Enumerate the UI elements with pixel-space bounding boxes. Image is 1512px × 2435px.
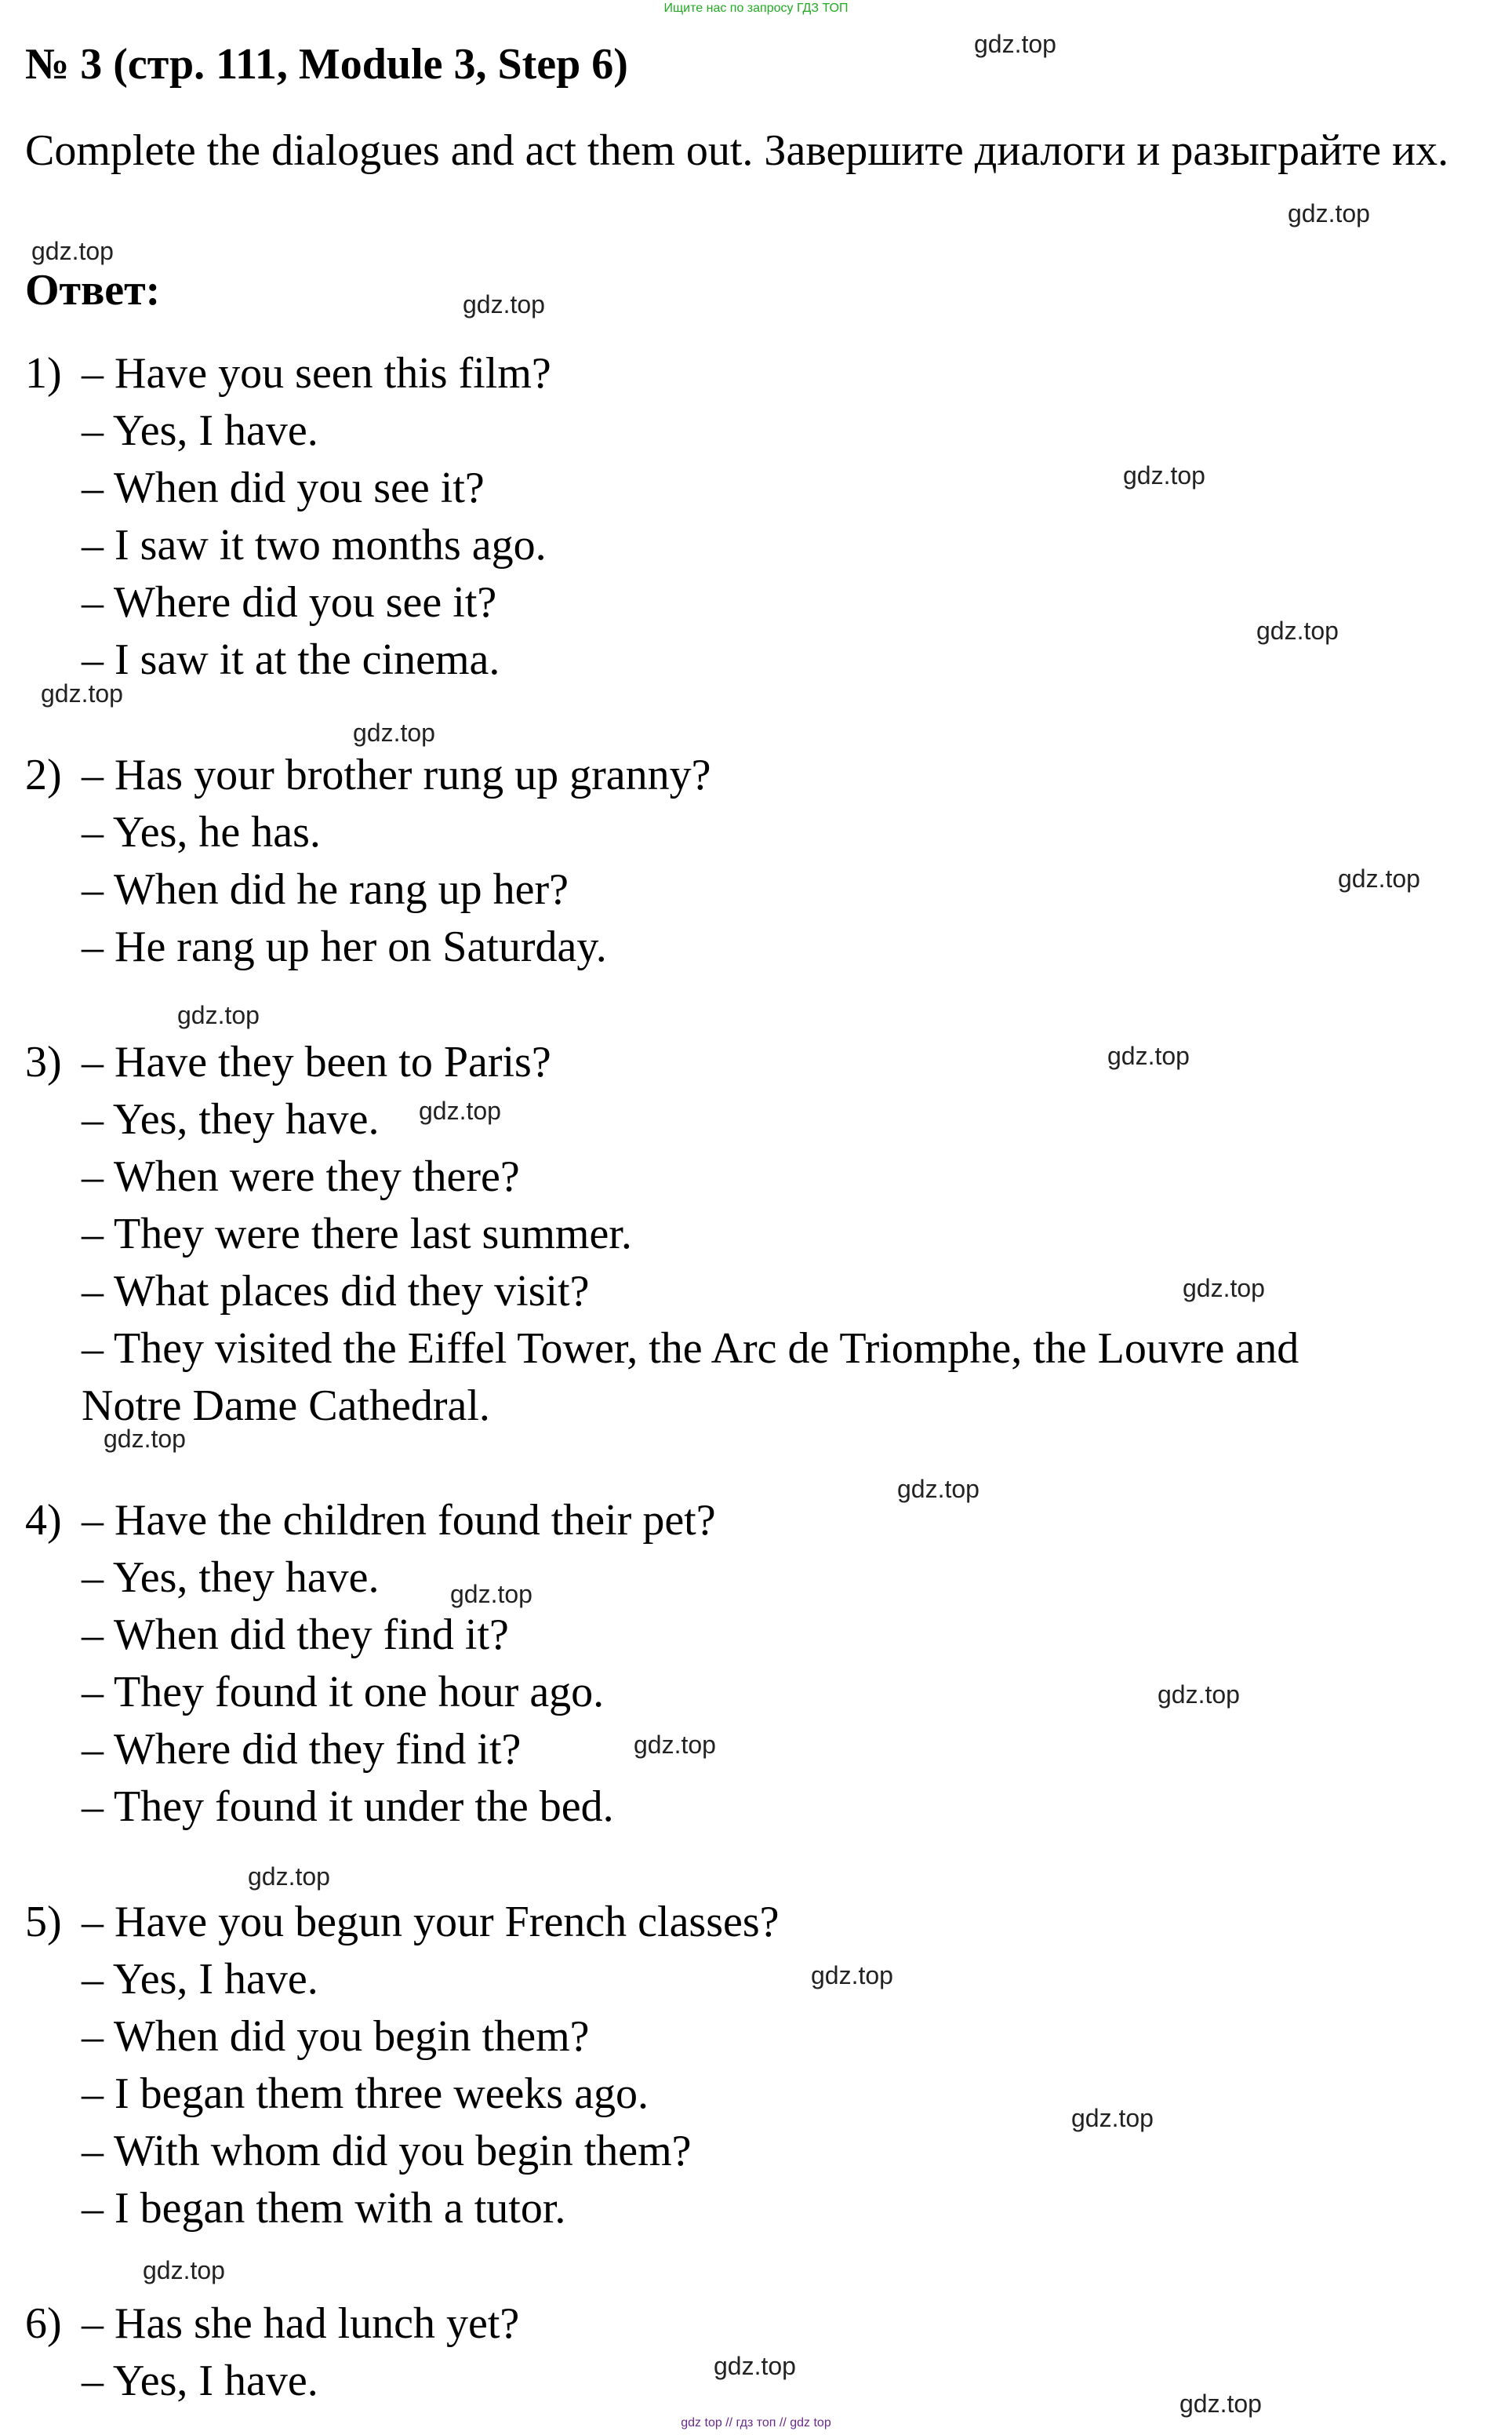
watermark: gdz.top	[634, 1731, 716, 1759]
dialogue-number: 1)	[25, 349, 62, 398]
watermark: gdz.top	[31, 237, 114, 265]
dialogue-line: – They visited the Eiffel Tower, the Arc de Triomphe, the Louvre and	[82, 1324, 1299, 1373]
watermark: gdz.top	[1288, 199, 1370, 227]
dialogue-line: – When were they there?	[82, 1152, 520, 1201]
dialogue-number: 6)	[25, 2299, 62, 2348]
dialogue-line: – Has she had lunch yet?	[82, 2299, 520, 2348]
dialogue-line: – When did you begin them?	[82, 2012, 590, 2061]
watermark: gdz.top	[353, 719, 435, 747]
watermark: gdz.top	[974, 30, 1056, 58]
watermark: gdz.top	[897, 1475, 980, 1503]
watermark: gdz.top	[143, 2256, 225, 2284]
dialogue-line: – Have you begun your French classes?	[82, 1898, 780, 1946]
dialogue-line: – I saw it two months ago.	[82, 521, 547, 570]
watermark: gdz.top	[419, 1097, 501, 1125]
dialogue-line: – They were there last summer.	[82, 1210, 632, 1258]
watermark: gdz.top	[1123, 461, 1205, 490]
dialogue-number: 5)	[25, 1898, 62, 1946]
answer-label: Ответ:	[25, 266, 161, 315]
dialogue-line: – When did they find it?	[82, 1611, 509, 1659]
task-instruction: Complete the dialogues and act them out. Завершите диалоги и разыграйте их.	[25, 126, 1449, 175]
dialogue-line: – What places did they visit?	[82, 1267, 590, 1316]
dialogue-line: – They found it under the bed.	[82, 1782, 614, 1831]
watermark: gdz.top	[1179, 2390, 1262, 2418]
dialogue-number: 3)	[25, 1038, 62, 1086]
watermark: gdz.top	[248, 1862, 330, 1891]
watermark: gdz.top	[1256, 617, 1339, 645]
dialogue-line: – When did you see it?	[82, 464, 485, 512]
dialogue-line: – I began them three weeks ago.	[82, 2069, 649, 2118]
dialogue-line: – Where did they find it?	[82, 1725, 522, 1774]
watermark: gdz.top	[104, 1425, 186, 1453]
dialogue-line: – With whom did you begin them?	[82, 2127, 692, 2175]
dialogue-line: – I began them with a tutor.	[82, 2184, 566, 2233]
dialogue-line: – Have you seen this film?	[82, 349, 551, 398]
dialogue-line: – Yes, I have.	[82, 1955, 318, 2004]
dialogue-line: – Yes, I have.	[82, 2357, 318, 2405]
watermark: gdz.top	[1107, 1042, 1190, 1070]
dialogue-line: – Where did you see it?	[82, 578, 497, 627]
dialogue-line: – Yes, I have.	[82, 406, 318, 455]
dialogue-number: 2)	[25, 751, 62, 799]
watermark: gdz.top	[450, 1580, 532, 1608]
watermark: gdz.top	[1071, 2104, 1154, 2132]
dialogue-number: 4)	[25, 1496, 62, 1545]
dialogue-line: – Yes, they have.	[82, 1553, 380, 1602]
watermark: gdz.top	[463, 290, 545, 318]
dialogue-line: – Has your brother rung up granny?	[82, 751, 711, 799]
top-banner: Ищите нас по запросу ГДЗ ТОП	[663, 2, 849, 15]
dialogue-line: – I saw it at the cinema.	[82, 635, 500, 684]
dialogue-line: – Yes, they have.	[82, 1095, 380, 1144]
dialogue-line: – When did he rang up her?	[82, 865, 569, 914]
dialogue-line: – Have the children found their pet?	[82, 1496, 716, 1545]
watermark: gdz.top	[1183, 1274, 1265, 1302]
watermark: gdz.top	[811, 1961, 893, 1989]
task-title: № 3 (стр. 111, Module 3, Step 6)	[25, 40, 628, 89]
watermark: gdz.top	[1158, 1680, 1240, 1709]
dialogue-line: – They found it one hour ago.	[82, 1668, 605, 1716]
dialogue-line: – He rang up her on Saturday.	[82, 923, 607, 971]
watermark: gdz.top	[1338, 864, 1420, 893]
dialogue-line: – Yes, he has.	[82, 808, 321, 857]
dialogue-line: – Have they been to Paris?	[82, 1038, 551, 1086]
watermark: gdz.top	[177, 1001, 260, 1029]
footer-text: gdz top // гдз топ // gdz top	[681, 2416, 831, 2430]
dialogue-line: Notre Dame Cathedral.	[82, 1381, 490, 1430]
watermark: gdz.top	[41, 679, 123, 708]
watermark: gdz.top	[714, 2352, 796, 2380]
